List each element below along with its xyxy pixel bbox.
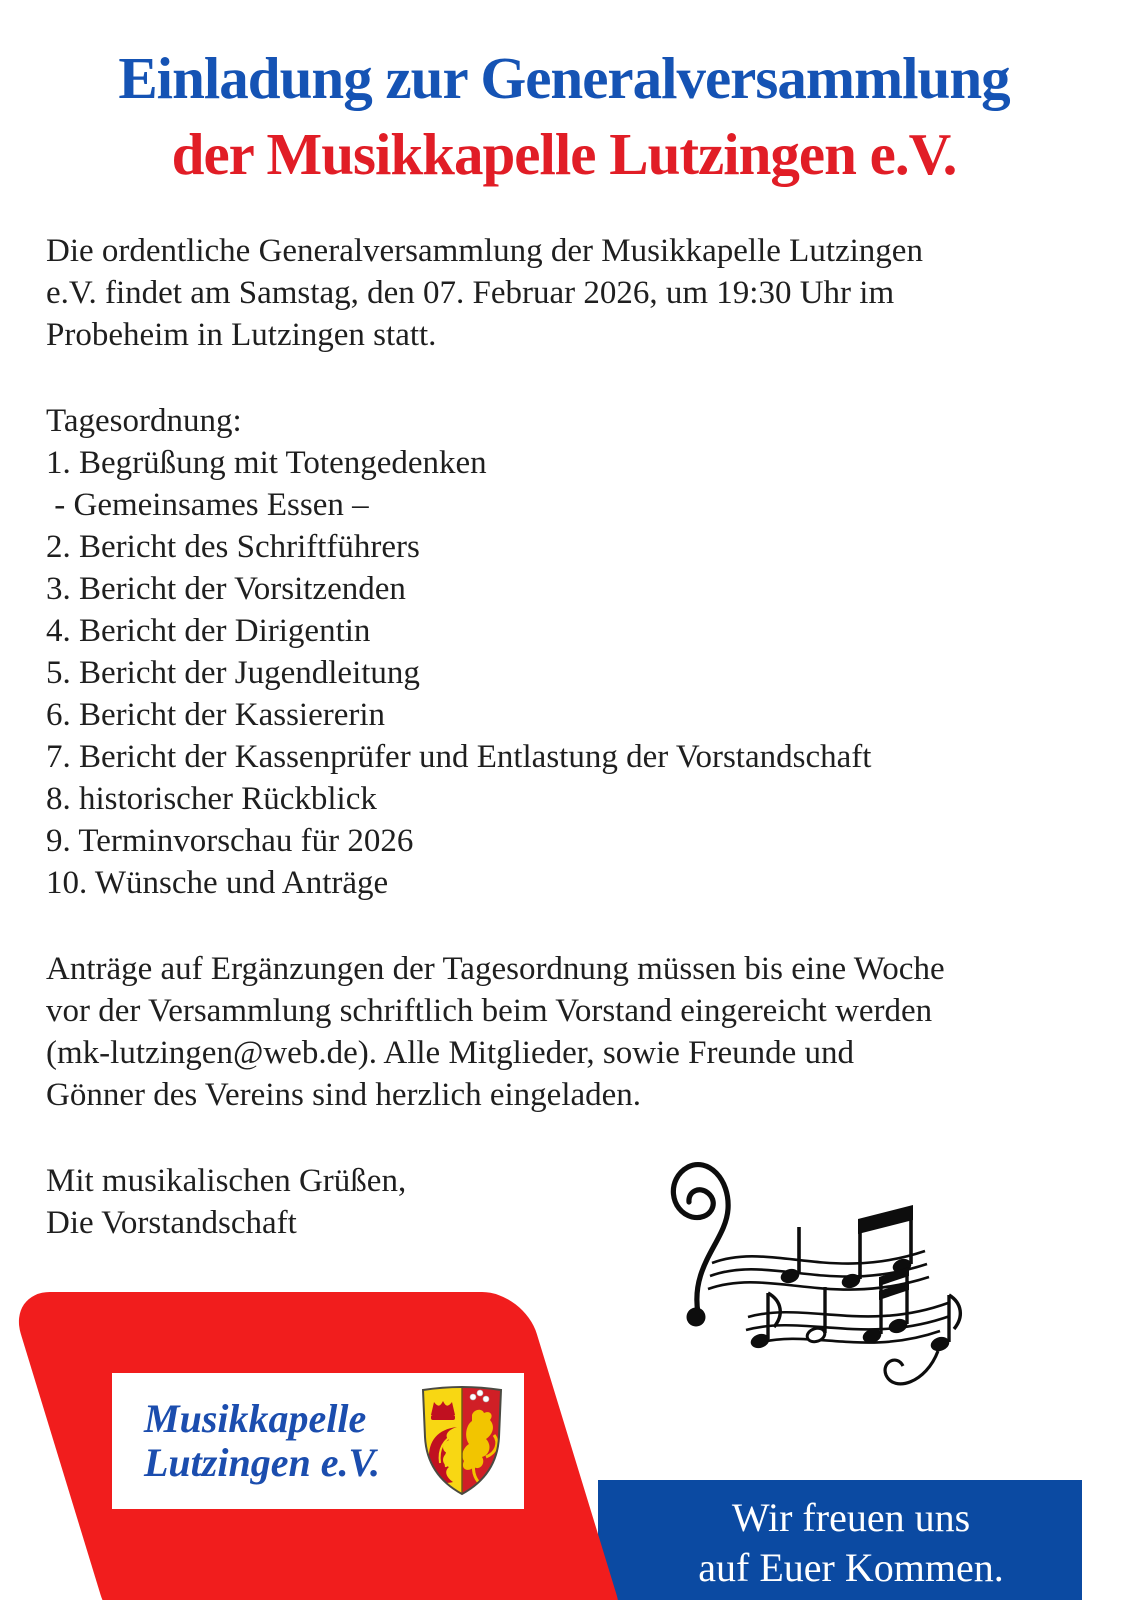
- quarter-note-icon: [779, 1227, 801, 1285]
- banner-line-2: auf Euer Kommen.: [698, 1545, 1004, 1590]
- note-line: Anträge auf Ergänzungen der Tagesordnung müssen bis eine Woche: [46, 951, 945, 987]
- intro-line: e.V. findet am Samstag, den 07. Februar 2026, um 19:30 Uhr im: [46, 275, 895, 311]
- flyer-title: [0, 40, 1128, 192]
- agenda-item: 4. Bericht der Dirigentin: [46, 613, 371, 649]
- agenda-item: 7. Bericht der Kassenprüfer und Entlastung der Vorstandschaft: [46, 739, 872, 775]
- logo-name-line-2: Lutzingen e.V.: [144, 1440, 380, 1485]
- clef-ball: [687, 1308, 706, 1327]
- agenda-item: 6. Bericht der Kassiererin: [46, 697, 386, 733]
- banner-line-1: Wir freuen uns: [731, 1495, 971, 1540]
- logo-name-line-1: Musikkapelle: [144, 1396, 367, 1441]
- club-logo: [112, 1373, 524, 1509]
- agenda-item: 8. historischer Rückblick: [46, 781, 377, 817]
- agenda-item: 3. Bericht der Vorsitzenden: [46, 571, 406, 607]
- title-line-2: der Musikkapelle Lutzingen e.V.: [171, 121, 957, 187]
- note-line: Gönner des Vereins sind herzlich eingeladen.: [46, 1077, 642, 1113]
- lutzingen-coat-of-arms-icon: [416, 1383, 508, 1499]
- note-line: (mk-lutzingen@web.de). Alle Mitglieder, sowie Freunde und: [46, 1035, 855, 1071]
- music-notes-icon: [640, 1145, 985, 1415]
- intro-paragraph: [46, 230, 1066, 356]
- flyer-body: [46, 230, 1066, 1244]
- final-note-icon: [885, 1295, 960, 1384]
- welcome-banner: [598, 1480, 1082, 1600]
- agenda-item: 1. Begrüßung mit Totengedenken: [46, 445, 487, 481]
- crown-icon: [431, 1401, 455, 1420]
- agenda-item: 2. Bericht des Schriftführers: [46, 529, 420, 565]
- intro-line: Probeheim in Lutzingen statt.: [46, 317, 437, 353]
- eighth-note-icon: [749, 1293, 780, 1350]
- submission-note-paragraph: [46, 948, 1066, 1116]
- agenda-item: 9. Terminvorschau für 2026: [46, 823, 414, 859]
- half-note-icon: [805, 1287, 826, 1344]
- agenda-heading: Tagesordnung:: [46, 403, 242, 439]
- agenda-item: 5. Bericht der Jugendleitung: [46, 655, 420, 691]
- agenda-item: 10. Wünsche und Anträge: [46, 865, 389, 901]
- closing-signature: Die Vorstandschaft: [46, 1205, 297, 1241]
- sixteenth-notes-icon: [861, 1267, 909, 1345]
- closing-greeting: Mit musikalischen Grüßen,: [46, 1163, 407, 1199]
- title-line-1: Einladung zur Generalversammlung: [118, 45, 1010, 111]
- agenda-section: [46, 400, 1066, 904]
- club-logo-text: [144, 1397, 380, 1485]
- treble-clef-icon: [673, 1165, 728, 1313]
- agenda-item: - Gemeinsames Essen –: [46, 487, 369, 523]
- intro-line: Die ordentliche Generalversammlung der Musikkapelle Lutzingen: [46, 233, 923, 269]
- note-line: vor der Versammlung schriftlich beim Vorstand eingereicht werden: [46, 993, 933, 1029]
